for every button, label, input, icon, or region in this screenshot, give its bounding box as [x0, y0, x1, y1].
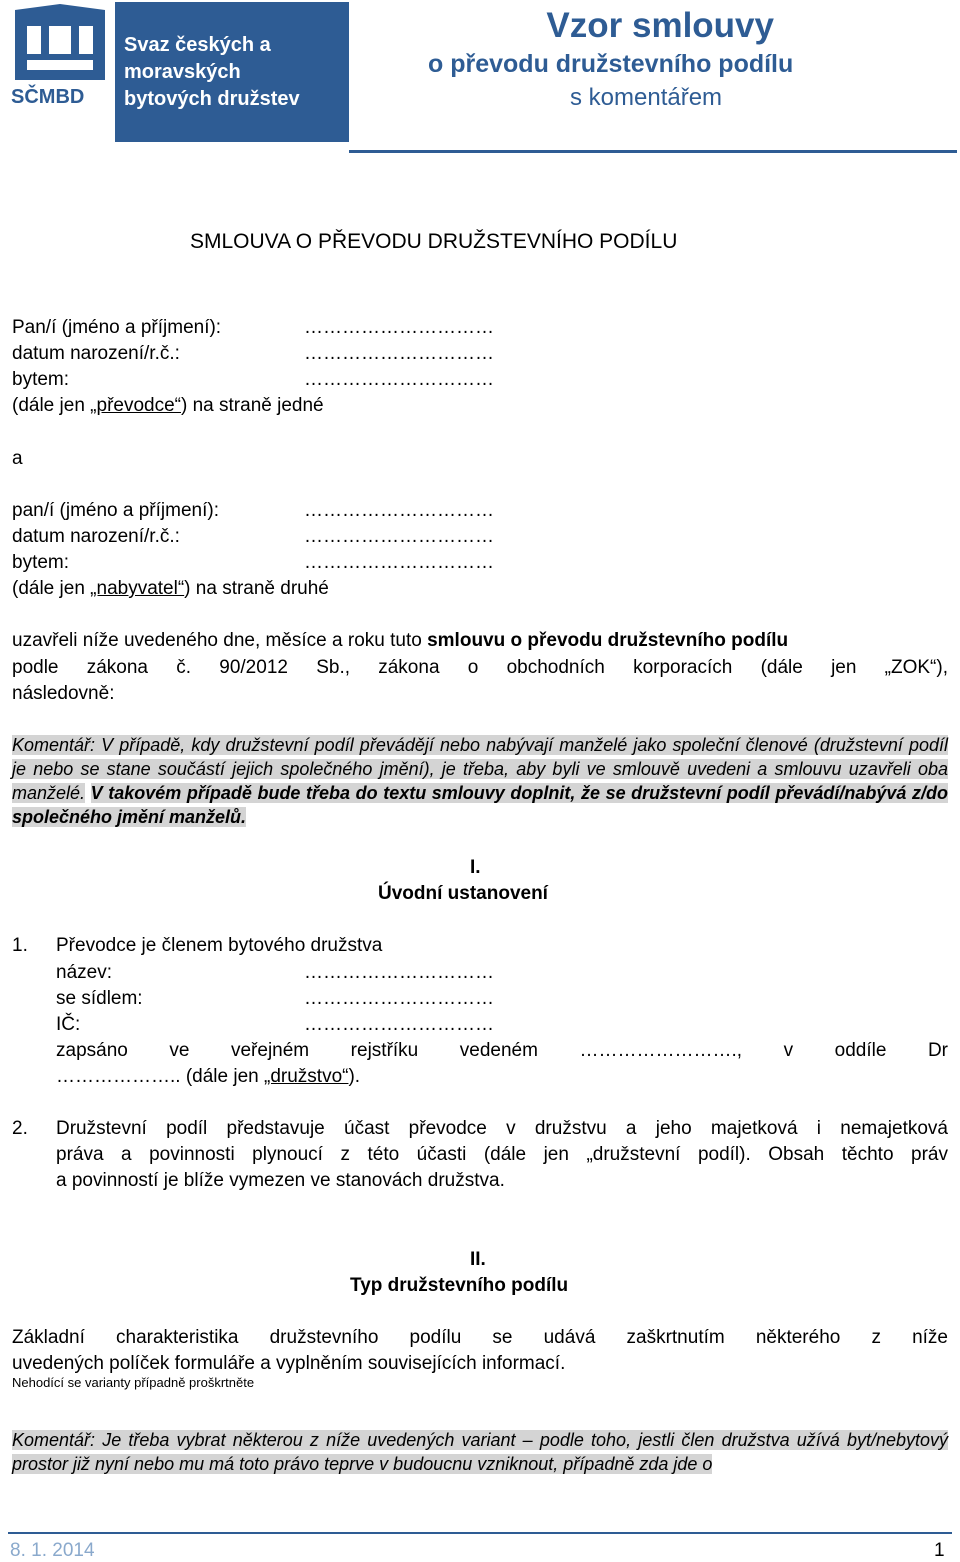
section-2-number: II.: [470, 1249, 486, 1270]
party2-birth-dots: …………………………: [304, 526, 494, 547]
footer-date: 8. 1. 2014: [10, 1540, 95, 1561]
party1-address-label: bytem:: [12, 369, 70, 390]
comment-1-bold: V takovém případě bude třeba do textu smlouvy doplnit, že se družstevní podíl převádí/nabývá z/do společného jmění manželů.: [12, 783, 948, 827]
comment-1: [12, 733, 948, 829]
item-1-number: 1.: [12, 935, 28, 956]
party2-birth-label: datum narození/r.č.:: [12, 526, 180, 547]
party2-address-label: bytem:: [12, 552, 70, 573]
text: ……………….. (dále jen: [56, 1066, 264, 1087]
item-2-line1: Družstevní podíl představuje účast převodce v družstvu a jeho majetková i nemajetková: [56, 1118, 948, 1139]
text: uzavřeli níže uvedeného dne, měsíce a roku tuto: [12, 630, 428, 651]
comment-2-text: Komentář: Je třeba vybrat některou z níže uvedených variant – podle toho, jestli člen družstva užívá byt/nebytový prostor již nyní nebo mu má toto právo teprve v budoucnu vzniknout, případně zda jde o: [12, 1430, 948, 1474]
header-subtitle-2: s komentářem: [570, 84, 723, 111]
coop-seat-label: se sídlem:: [56, 988, 143, 1009]
coop-registry-2: [56, 1064, 360, 1090]
intro-line2: podle zákona č. 90/2012 Sb., zákona o obchodních korporacích (dále jen „ZOK“),: [12, 657, 948, 678]
text: (dále jen: [12, 395, 91, 416]
coop-name-dots: …………………………: [304, 962, 494, 983]
party2-name-dots: …………………………: [304, 500, 494, 521]
header-title: Vzor smlouvy: [546, 6, 774, 45]
document-title: SMLOUVA O PŘEVODU DRUŽSTEVNÍHO PODÍLU: [190, 230, 678, 253]
party2-role: [12, 576, 329, 602]
header-subtitle: o převodu družstevního podílu: [428, 50, 794, 78]
section-1-title: Úvodní ustanovení: [378, 883, 548, 904]
org-line: moravských: [124, 61, 241, 83]
coop-ic-label: IČ:: [56, 1014, 81, 1035]
text: ) na straně druhé: [184, 578, 329, 599]
section-2-line2: uvedených políček formuláře a vyplněním souvisejících informací.: [12, 1353, 566, 1374]
coop-term: „družstvo“: [264, 1066, 349, 1087]
org-line: Svaz českých a: [124, 34, 271, 56]
logo-abbr: SČMBD: [11, 86, 85, 108]
section-1-number: I.: [470, 857, 481, 878]
intro-line3: následovně:: [12, 683, 115, 704]
item-2-line2: práva a povinnosti plynoucí z této účasti (dále jen „družstevní podíl). Obsah těchto práv: [56, 1144, 948, 1165]
conjunction: a: [12, 448, 23, 469]
section-2-line1: Základní charakteristika družstevního podílu se udává zaškrtnutím některého z níže: [12, 1327, 948, 1348]
party1-role: [12, 393, 324, 419]
header-rule: [349, 150, 957, 153]
item-2-number: 2.: [12, 1118, 28, 1139]
text: ) na straně jedné: [181, 395, 324, 416]
coop-ic-dots: …………………………: [304, 1014, 494, 1035]
coop-registry: zapsáno ve veřejném rejstříku vedeném ……………………., v oddíle Dr: [56, 1040, 948, 1061]
party1-name-label: Pan/í (jméno a příjmení):: [12, 317, 222, 338]
contract-name: smlouvu o převodu družstevního podílu: [427, 630, 789, 651]
role-term: „převodce“: [90, 395, 181, 416]
intro-line1: [12, 628, 788, 654]
footer-rule: [8, 1532, 952, 1534]
party1-address-dots: …………………………: [304, 369, 494, 390]
party2-address-dots: …………………………: [304, 552, 494, 573]
role-term: „nabyvatel“: [90, 578, 185, 599]
item-1-text: Převodce je členem bytového družstva: [56, 935, 383, 956]
org-line: bytových družstev: [124, 88, 300, 110]
text: ).: [348, 1066, 361, 1087]
comment-2: [12, 1428, 948, 1476]
section-2-note: Nehodící se varianty případně proškrtněte: [12, 1375, 255, 1390]
party1-birth-dots: …………………………: [304, 343, 494, 364]
page-number: 1: [934, 1540, 945, 1561]
comment-1-text: Komentář: V případě, kdy družstevní podíl převádějí nebo nabývají manželé jako společní členové (družstevní podíl je nebo se stane součástí jejich společného jmění), je třeba, aby byli ve smlouvě uvedeni a smlouvu uzavřeli oba manželé.: [12, 735, 948, 803]
section-2-title: Typ družstevního podílu: [350, 1275, 569, 1296]
org-name: [124, 32, 300, 113]
party1-birth-label: datum narození/r.č.:: [12, 343, 180, 364]
text: (dále jen: [12, 578, 91, 599]
party2-name-label: pan/í (jméno a příjmení):: [12, 500, 219, 521]
coop-name-label: název:: [56, 962, 112, 983]
logo: [5, 2, 115, 114]
item-2-line3: a povinností je blíže vymezen ve stanovách družstva.: [56, 1170, 505, 1191]
coop-seat-dots: …………………………: [304, 988, 494, 1009]
party1-name-dots: …………………………: [304, 317, 494, 338]
